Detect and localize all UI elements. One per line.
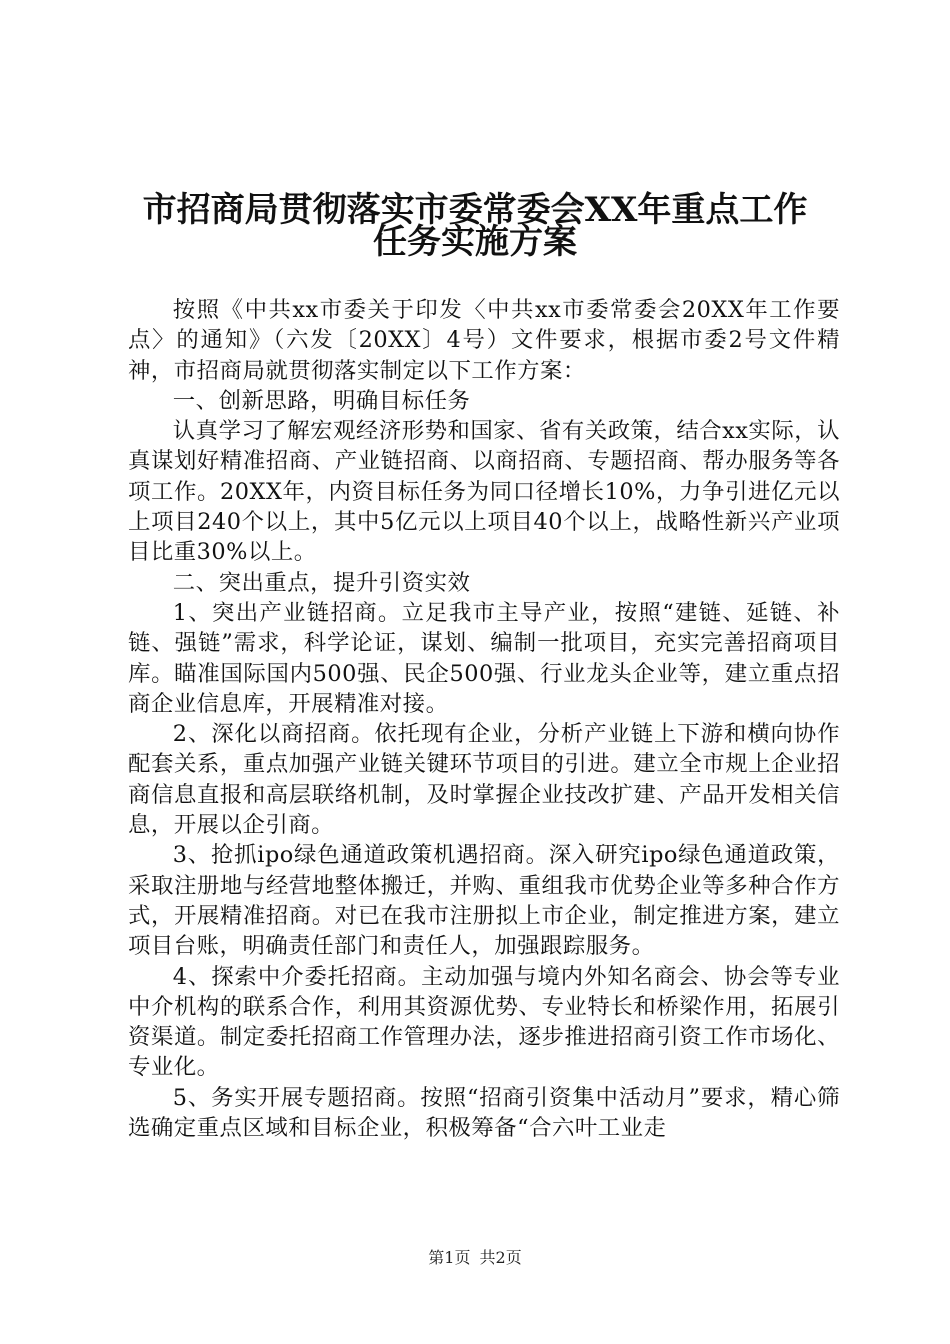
- page-number: 第1页: [428, 1248, 471, 1267]
- section-1-paragraph: 认真学习了解宏观经济形势和国家、省有关政策，结合xx实际，认真谋划好精准招商、产业链招商、以商招商、专题招商、帮办服务等各项工作。20XX年，内资目标任务为同口径增长10%，力争引进亿元以上项目240个以上，其中5亿元以上项目40个以上，战略性新兴产业项目比重30%以上。: [128, 418, 840, 566]
- item-1-paragraph: 1、突出产业链招商。立足我市主导产业，按照“建链、延链、补链、强链”需求，科学论证，谋划、编制一批项目，充实完善招商项目库。瞄准国际国内500强、民企500强、行业龙头企业等，建立重点招商企业信息库，开展精准对接。: [128, 599, 840, 717]
- section-heading-2: 二、突出重点，提升引资实效: [172, 569, 471, 596]
- document-title-line-1: 市招商局贯彻落实市委常委会XX年重点工作: [142, 190, 808, 230]
- intro-paragraph: 按照《中共xx市委关于印发〈中共xx市委常委会20XX年工作要点〉的通知》（六发〔20XX〕4号）文件要求，根据市委2号文件精神，市招商局就贯彻落实制定以下工作方案：: [128, 297, 840, 384]
- document-body: [128, 295, 840, 1143]
- item-3-paragraph: 3、抢抓ipo绿色通道政策机遇招商。深入研究ipo绿色通道政策，采取注册地与经营地整体搬迁，并购、重组我市优势企业等多种合作方式，开展精准招商。对已在我市注册拟上市企业，制定推进方案，建立项目台账，明确责任部门和责任人，加强跟踪服务。: [128, 842, 840, 960]
- item-4-paragraph: 4、探索中介委托招商。主动加强与境内外知名商会、协会等专业中介机构的联系合作，利用其资源优势、专业特长和桥梁作用，拓展引资渠道。制定委托招商工作管理办法，逐步推进招商引资工作市场化、专业化。: [128, 963, 840, 1081]
- document-title-line-2: 任务实施方案: [373, 222, 577, 262]
- page-footer: [0, 1245, 950, 1268]
- section-heading-1: 一、创新思路，明确目标任务: [172, 387, 471, 414]
- page-total: 共2页: [479, 1248, 522, 1267]
- item-5-paragraph: 5、务实开展专题招商。按照“招商引资集中活动月”要求，精心筛选确定重点区域和目标企业，积极筹备“合六叶工业走: [128, 1084, 840, 1142]
- item-2-paragraph: 2、深化以商招商。依托现有企业，分析产业链上下游和横向协作配套关系，重点加强产业链关键环节项目的引进。建立全市规上企业招商信息直报和高层联络机制，及时掌握企业技改扩建、产品开发相关信息，开展以企引商。: [128, 721, 840, 839]
